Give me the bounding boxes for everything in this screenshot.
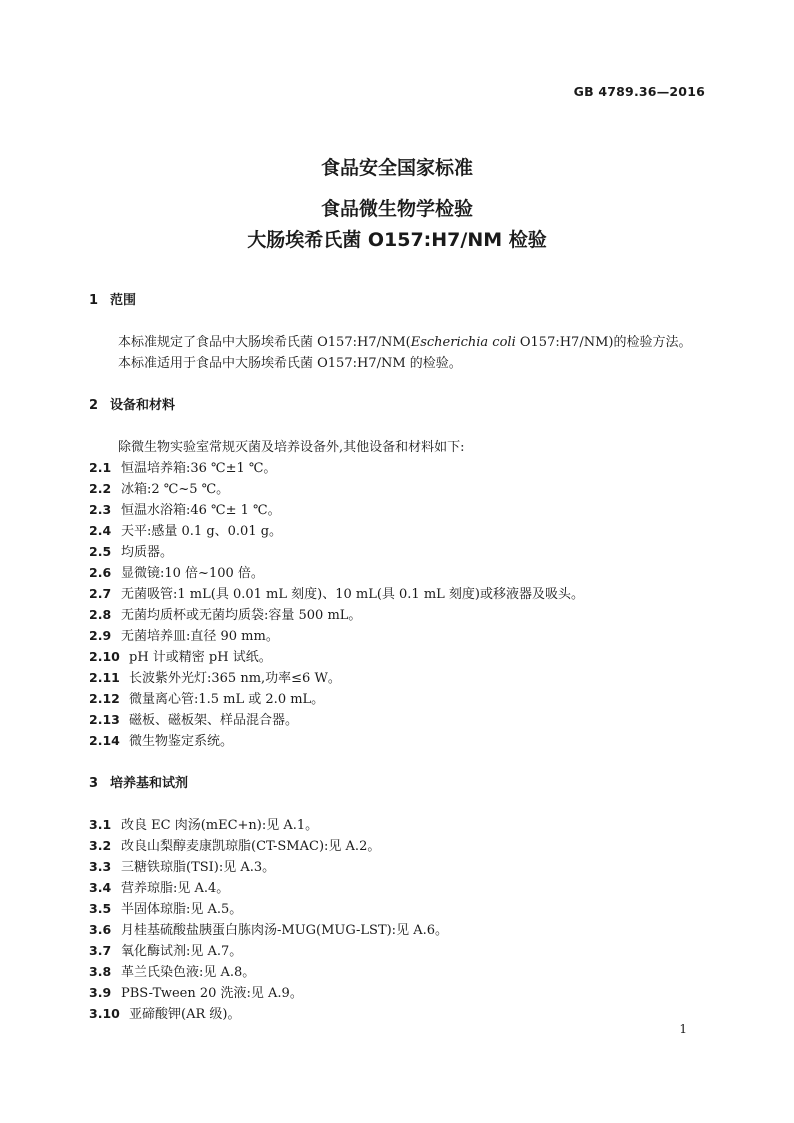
section-heading-scope xyxy=(89,289,136,308)
item-text: 恒温培养箱:36 ℃±1 ℃。 xyxy=(121,461,277,476)
item-text: 天平:感量 0.1 g、0.01 g。 xyxy=(121,524,283,539)
item-text: 三糖铁琼脂(TSI):见 A.3。 xyxy=(121,860,276,875)
species-name: Escherichia coli xyxy=(410,335,516,350)
item-text: 微生物鉴定系统。 xyxy=(129,734,234,749)
item-number: 2.6 xyxy=(89,565,112,580)
item-text: 亚碲酸钾(AR 级)。 xyxy=(129,1007,241,1022)
scope-paragraph-1 xyxy=(118,331,691,350)
list-item xyxy=(89,709,298,728)
item-text: 均质器。 xyxy=(121,545,174,560)
item-text: 显微镜:10 倍~100 倍。 xyxy=(121,566,264,581)
item-number: 2.1 xyxy=(89,460,112,475)
list-item xyxy=(89,520,282,539)
item-number: 2.8 xyxy=(89,607,112,622)
list-item xyxy=(89,625,279,644)
scope-text: O157:H7/NM)的检验方法。 xyxy=(515,335,692,350)
item-number: 2.13 xyxy=(89,712,120,727)
list-item xyxy=(89,478,229,497)
item-text: 无菌吸管:1 mL(具 0.01 mL 刻度)、10 mL(具 0.1 mL 刻度)或移液器及吸头。 xyxy=(121,587,584,602)
list-item xyxy=(89,499,281,518)
item-number: 2.4 xyxy=(89,523,112,538)
item-number: 2.11 xyxy=(89,670,120,685)
list-item xyxy=(89,898,242,917)
item-text: 无菌培养皿:直径 90 mm。 xyxy=(121,629,279,644)
scope-paragraph-2: 本标准适用于食品中大肠埃希氏菌 O157:H7/NM 的检验。 xyxy=(118,356,462,371)
section-heading-equipment xyxy=(89,394,175,413)
list-item xyxy=(89,835,380,854)
list-item xyxy=(89,688,324,707)
list-item xyxy=(89,856,275,875)
item-text: 长波紫外光灯:365 nm,功率≤6 W。 xyxy=(129,671,341,686)
item-number: 3.7 xyxy=(89,943,112,958)
item-number: 2.3 xyxy=(89,502,112,517)
item-text: 微量离心管:1.5 mL 或 2.0 mL。 xyxy=(129,692,325,707)
section-number: 1 xyxy=(89,293,99,308)
item-number: 3.10 xyxy=(89,1006,120,1021)
list-item xyxy=(89,961,255,980)
list-item xyxy=(89,814,318,833)
item-text: PBS-Tween 20 洗液:见 A.9。 xyxy=(121,986,303,1001)
item-number: 3.9 xyxy=(89,985,112,1000)
section-title: 设备和材料 xyxy=(110,398,176,413)
item-text: 改良 EC 肉汤(mEC+n):见 A.1。 xyxy=(121,818,319,833)
item-number: 3.5 xyxy=(89,901,112,916)
item-number: 3.6 xyxy=(89,922,112,937)
list-item xyxy=(89,604,361,623)
item-text: 恒温水浴箱:46 ℃± 1 ℃。 xyxy=(121,503,281,518)
item-number: 2.2 xyxy=(89,481,112,496)
list-item xyxy=(89,877,229,896)
item-number: 2.7 xyxy=(89,586,112,601)
scope-text: 本标准规定了食品中大肠埃希氏菌 O157:H7/NM( xyxy=(118,335,411,350)
item-number: 2.12 xyxy=(89,691,120,706)
equipment-intro: 除微生物实验室常规灭菌及培养设备外,其他设备和材料如下: xyxy=(118,440,465,455)
item-text: pH 计或精密 pH 试纸。 xyxy=(129,650,272,665)
standard-number: GB 4789.36—2016 xyxy=(573,84,705,99)
list-item xyxy=(89,940,242,959)
list-item xyxy=(89,646,272,665)
page-number: 1 xyxy=(679,1022,687,1036)
section-title: 培养基和试剂 xyxy=(110,776,189,791)
item-number: 2.10 xyxy=(89,649,120,664)
section-heading-media xyxy=(89,772,188,791)
section-number: 2 xyxy=(89,398,99,413)
doc-title-line-1: 食品安全国家标准 xyxy=(320,157,473,179)
item-number: 3.4 xyxy=(89,880,112,895)
list-item xyxy=(89,667,341,686)
section-number: 3 xyxy=(89,776,99,791)
item-text: 月桂基硫酸盐胰蛋白胨肉汤-MUG(MUG-LST):见 A.6。 xyxy=(121,923,448,938)
doc-title-line-2: 食品微生物学检验 xyxy=(320,198,473,220)
item-number: 2.9 xyxy=(89,628,112,643)
item-number: 3.3 xyxy=(89,859,112,874)
section-title: 范围 xyxy=(110,293,137,308)
item-text: 氧化酶试剂:见 A.7。 xyxy=(121,944,243,959)
item-text: 改良山梨醇麦康凯琼脂(CT-SMAC):见 A.2。 xyxy=(121,839,381,854)
item-text: 营养琼脂:见 A.4。 xyxy=(121,881,230,896)
doc-title-line-3: 大肠埃希氏菌 O157:H7/NM 检验 xyxy=(247,229,547,251)
item-text: 革兰氏染色液:见 A.8。 xyxy=(121,965,256,980)
list-item xyxy=(89,562,264,581)
item-text: 冰箱:2 ℃~5 ℃。 xyxy=(121,482,230,497)
list-item xyxy=(89,730,233,749)
list-item xyxy=(89,541,173,560)
list-item xyxy=(89,919,448,938)
list-item xyxy=(89,583,584,602)
item-text: 磁板、磁板架、样品混合器。 xyxy=(129,713,299,728)
list-item xyxy=(89,457,276,476)
item-number: 2.14 xyxy=(89,733,120,748)
item-text: 半固体琼脂:见 A.5。 xyxy=(121,902,243,917)
list-item xyxy=(89,982,303,1001)
item-number: 3.1 xyxy=(89,817,112,832)
item-number: 2.5 xyxy=(89,544,112,559)
item-text: 无菌均质杯或无菌均质袋:容量 500 mL。 xyxy=(121,608,362,623)
list-item xyxy=(89,1003,240,1022)
item-number: 3.2 xyxy=(89,838,112,853)
item-number: 3.8 xyxy=(89,964,112,979)
